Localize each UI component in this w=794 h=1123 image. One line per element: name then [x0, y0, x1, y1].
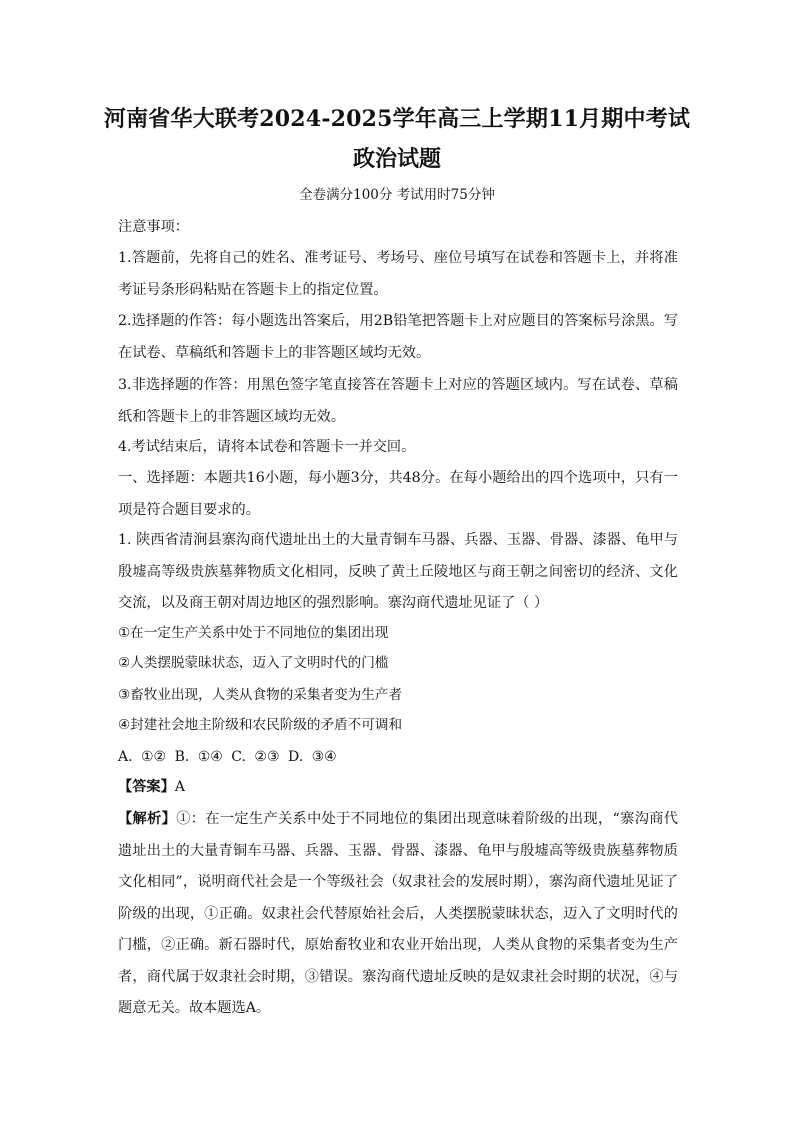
- answer-value: A: [174, 779, 186, 795]
- exam-subject: 政治试题: [352, 146, 441, 172]
- section-heading: 一、选择题：本题共16小题，每小题3分，共48分。在每小题给出的四个选项中，只有一项是符合题目要求的。: [118, 470, 678, 518]
- answer-label: 【答案】: [118, 779, 175, 795]
- question-1-option-2: ②人类摆脱蒙昧状态，迈入了文明时代的门槛: [118, 655, 389, 671]
- note-item-1: 1.答题前，先将自己的姓名、准考证号、考场号、座位号填写在试卷和答题卡上，并将准考证号条形码粘贴在答题卡上的指定位置。: [118, 250, 678, 298]
- exam-meta: 全卷满分100分 考试用时75分钟: [299, 187, 495, 203]
- question-1-option-3: ③畜牧业出现，人类从食物的采集者变为生产者: [118, 687, 403, 703]
- analysis-text: ①：在一定生产关系中处于不同地位的集团出现意味着阶级的出现，“寨沟商代遗址出土的大量青铜车马器、兵器、玉器、骨器、漆器、龟甲与殷墟高等级贵族墓葬物质文化相同”，说明商代社会是一个等级社会（奴隶社会的发展时期），寨沟商代遗址见证了阶级的出现，①正确。奴隶社会代替原始社会后，人类摆脱蒙昧状态，迈入了文明时代的门槛，②正确。新石器时代，原始畜牧业和农业开始出现，人类从食物的采集者变为生产者，商代属于奴隶社会时期，③错误。寨沟商代遗址反映的是奴隶社会时期的状况，④与题意无关。故本题选A。: [118, 811, 678, 1016]
- question-1-option-1: ①在一定生产关系中处于不同地位的集团出现: [118, 625, 389, 641]
- note-item-4: 4.考试结束后，请将本试卷和答题卡一并交回。: [118, 439, 416, 455]
- question-1-stem: 1. 陕西省清涧县寨沟商代遗址出土的大量青铜车马器、兵器、玉器、骨器、漆器、龟甲与殷墟高等级贵族墓葬物质文化相同，反映了黄土丘陵地区与商王朝之间密切的经济、文化交流，以及商王朝对周边地区的强烈影响。寨沟商代遗址见证了（ ）: [118, 532, 678, 611]
- note-item-2: 2.选择题的作答：每小题选出答案后，用2B铅笔把答题卡上对应题目的答案标号涂黑。写在试卷、草稿纸和答题卡上的非答题区域均无效。: [118, 313, 678, 361]
- note-item-3: 3.非选择题的作答：用黑色签字笔直接答在答题卡上对应的答题区域内。写在试卷、草稿纸和答题卡上的非答题区域均无效。: [118, 377, 678, 425]
- question-1-answer: [118, 772, 185, 802]
- question-1-option-4: ④封建社会地主阶级和农民阶级的矛盾不可调和: [118, 717, 403, 733]
- analysis-label: 【解析】: [118, 811, 177, 827]
- exam-title: 河南省华大联考2024-2025学年高三上学期11月期中考试: [103, 106, 691, 132]
- question-1-choices: A. ①② B. ①④ C. ②③ D. ③④: [118, 749, 337, 765]
- notes-label: 注意事项：: [118, 219, 189, 235]
- question-1-analysis: [118, 804, 678, 1025]
